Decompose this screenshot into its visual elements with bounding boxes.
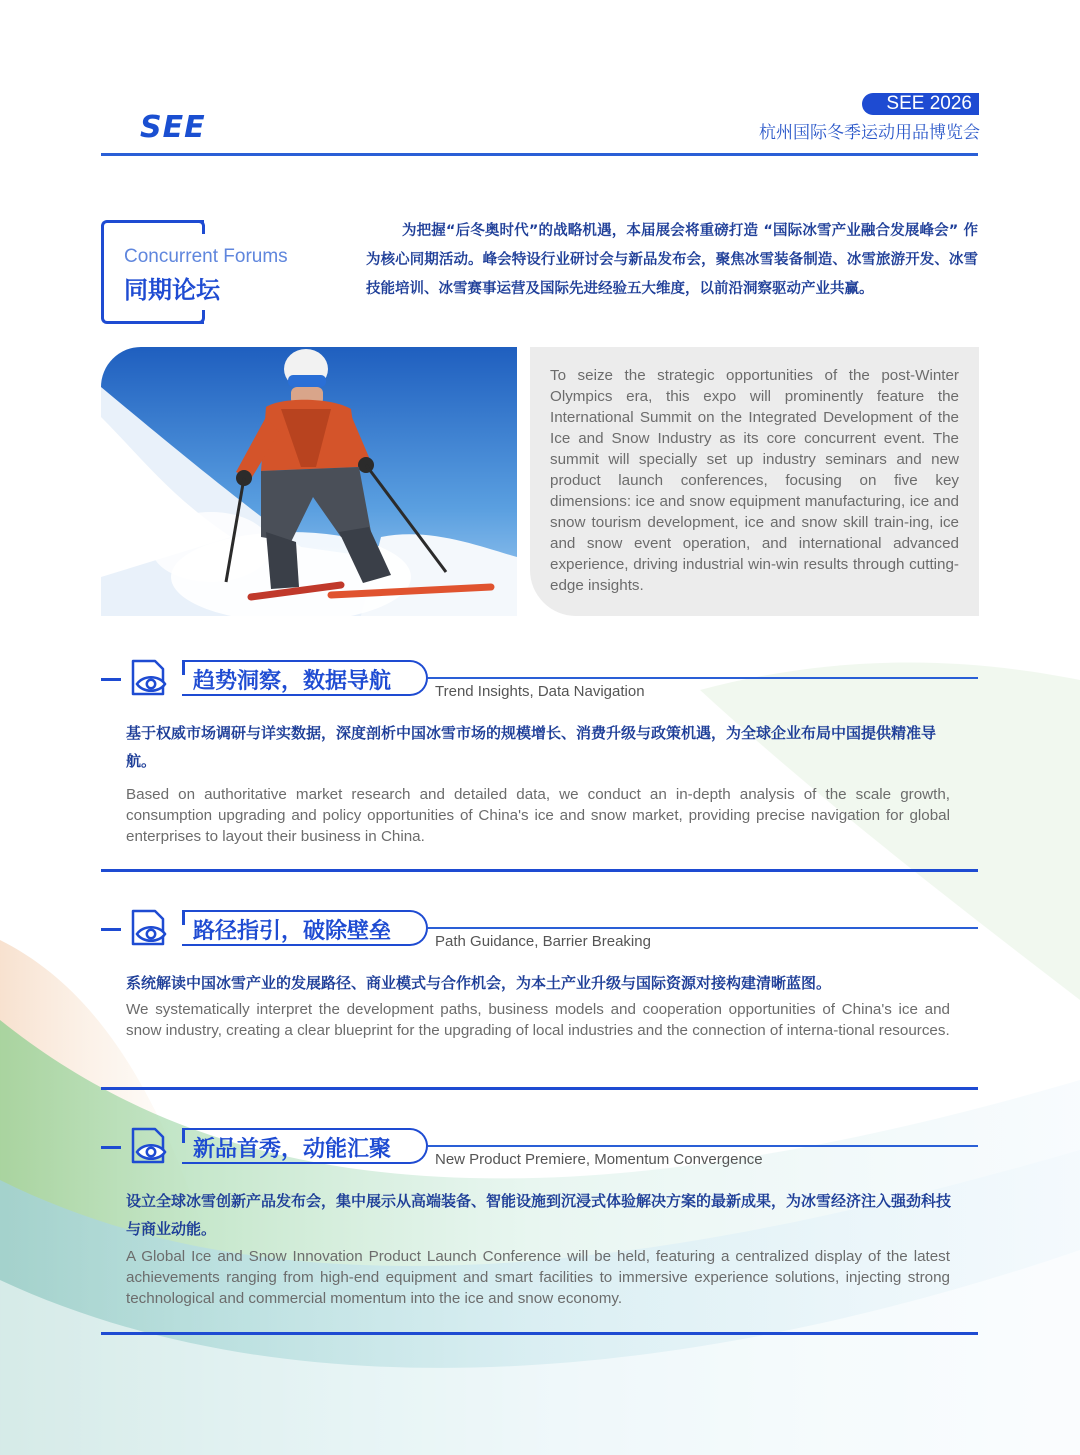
section-2-bottom-rule	[101, 1087, 978, 1090]
section-3-body-en: A Global Ice and Snow Innovation Product Launch Conference will be held, featuring a centralized display of the latest achievements ranging from high-end equipment and smart facilities to immersive experience solutions, injecting strong technological and commercial momentum into the ice and snow economy.	[126, 1248, 950, 1307]
forum-title-en: Concurrent Forums	[124, 246, 292, 268]
see-logo: SEE	[140, 110, 206, 145]
section-2-title-zh: 路径指引，破除壁垒	[193, 919, 392, 944]
section-3-title-zh: 新品首秀，动能汇聚	[193, 1137, 392, 1162]
section-1-bottom-rule	[101, 869, 978, 872]
year-tag: SEE 2026	[862, 93, 979, 115]
skier-photo	[101, 347, 517, 616]
section-1-title-en: Trend Insights, Data Navigation	[435, 683, 645, 700]
section-3-dash	[101, 1146, 121, 1149]
forum-intro-en: To seize the strategic opportunities of the post-Winter Olympics era, this expo will prominently feature the International Summit on the Integrated Development of the Ice and Snow Industry as its core concurrent event. The summit will specially set up industry seminars and new product launch conferences, focusing on five key dimensions: ice and snow equipment manufacturing, ice and snow tourism development, ice and snow skill train-ing, ice and snow event operation, and international advanced experience, driving industrial win-win results through cutting-edge insights.	[550, 367, 959, 594]
header-divider	[101, 153, 978, 156]
eye-document-icon	[129, 658, 169, 698]
section-1-body-en: Based on authoritative market research and detailed data, we conduct an in-depth analysis of the scale growth, consumption upgrading and policy opportunities of China's ice and snow market, providing precise navigation for global enterprises to layout their business in China.	[126, 786, 950, 845]
section-3-body-zh: 设立全球冰雪创新产品发布会，集中展示从高端装备、智能设施到沉浸式体验解决方案的最新成果，为冰雪经济注入强劲科技与商业动能。	[126, 1192, 952, 1238]
forum-frame-corner-top	[199, 220, 205, 234]
section-2-title-rule	[428, 927, 978, 929]
eye-document-icon	[129, 908, 169, 948]
section-1-title-zh: 趋势洞察，数据导航	[193, 669, 392, 694]
eye-document-icon	[129, 1126, 169, 1166]
section-3-title-rule	[428, 1145, 978, 1147]
section-1-body-zh: 基于权威市场调研与详实数据，深度剖析中国冰雪市场的规模增长、消费升级与政策机遇，为全球企业布局中国提供精准导航。	[126, 724, 937, 770]
section-2-title-en: Path Guidance, Barrier Breaking	[435, 933, 651, 950]
forum-intro-en-panel	[530, 347, 979, 616]
section-1-dash	[101, 678, 121, 681]
section-1-title-rule	[428, 677, 978, 679]
section-3-title-en: New Product Premiere, Momentum Convergence	[435, 1151, 763, 1168]
section-2-body-zh: 系统解读中国冰雪产业的发展路径、商业模式与合作机会，为本土产业升级与国际资源对接构建清晰蓝图。	[126, 974, 832, 992]
forum-title-zh: 同期论坛	[124, 276, 220, 304]
expo-subtitle: 杭州国际冬季运动用品博览会	[759, 123, 980, 143]
section-2-dash	[101, 928, 121, 931]
section-2-body-en: We systematically interpret the development paths, business models and cooperation opportunities of China's ice and snow industry, creating a clear blueprint for the upgrading of local industries and the connection of interna-tional resources.	[126, 1001, 950, 1039]
forum-intro-zh: 为把握“后冬奥时代”的战略机遇，本届展会将重磅打造 “国际冰雪产业融合发展峰会” 作为核心同期活动。峰会特设行业研讨会与新品发布会，聚焦冰雪装备制造、冰雪旅游开发、冰雪技能培训、冰雪赛事运营及国际先进经验五大维度，以前沿洞察驱动产业共赢。	[366, 223, 978, 297]
section-3-bottom-rule	[101, 1332, 978, 1335]
